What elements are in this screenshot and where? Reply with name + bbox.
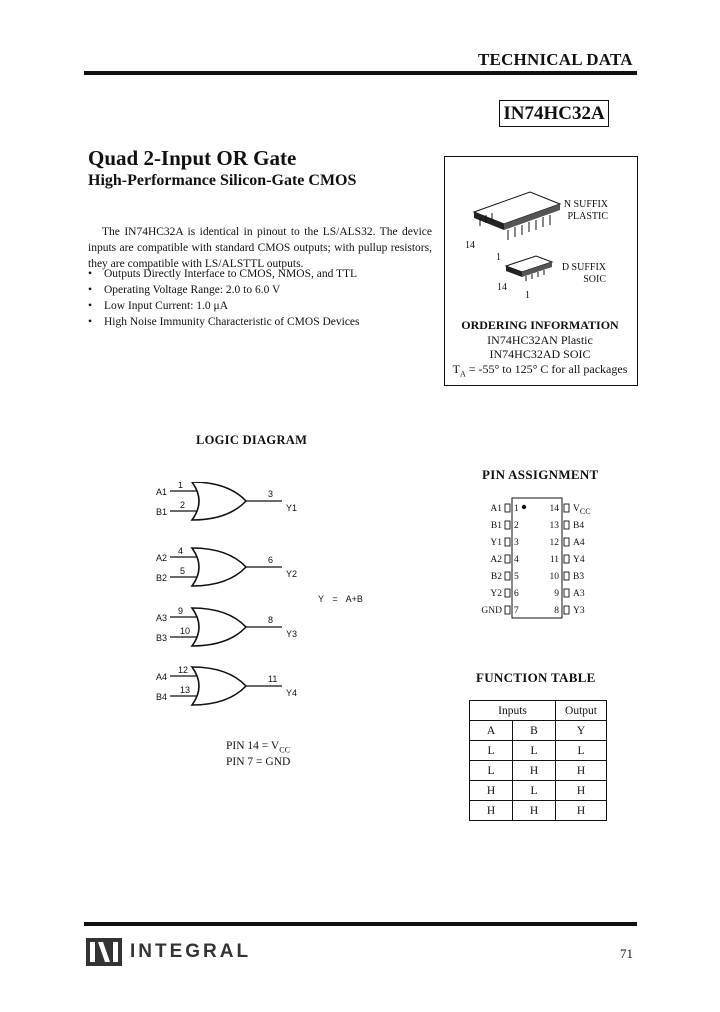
pin-num-left: 6 xyxy=(514,589,519,599)
table-group-output: Output xyxy=(556,701,607,721)
or-gate-symbol xyxy=(192,608,246,646)
d-suffix-line: D SUFFIX xyxy=(561,262,606,273)
pin-name-left: Y2 xyxy=(490,589,502,599)
output-label: Y3 xyxy=(286,629,298,639)
or-gate-4 xyxy=(156,665,297,705)
table-header-cell: A xyxy=(470,721,513,741)
temp-subscript: A xyxy=(459,368,466,378)
pin-note xyxy=(226,740,290,769)
feature-list xyxy=(88,266,438,330)
pin-assignment-diagram xyxy=(470,496,620,622)
pin-number: 3 xyxy=(268,489,274,499)
pin14-label-soic: 14 xyxy=(497,282,507,293)
feature-item: • Outputs Directly Interface to CMOS, NMOS, and TTL xyxy=(88,266,438,282)
table-row xyxy=(470,801,607,821)
table-cell: H xyxy=(470,801,513,821)
pin-number: 13 xyxy=(180,685,191,695)
pin-num-right: 13 xyxy=(549,521,559,531)
pin-name-left: B2 xyxy=(490,572,502,582)
pin-num-right: 14 xyxy=(549,504,559,514)
output-label: Y2 xyxy=(286,569,298,579)
pin-stub xyxy=(564,606,569,614)
description xyxy=(88,224,432,272)
pin-number: 4 xyxy=(178,546,184,556)
input-label: A2 xyxy=(156,553,168,563)
input-label: B2 xyxy=(156,573,168,583)
pin-stub xyxy=(505,504,510,512)
pin-num-left: 3 xyxy=(514,538,519,548)
pin-number: 12 xyxy=(178,665,189,675)
table-cell: H xyxy=(556,781,607,801)
feature-item: • High Noise Immunity Characteristic of CMOS Devices xyxy=(88,314,438,330)
pin-number: 5 xyxy=(180,566,186,576)
pin-stub xyxy=(505,538,510,546)
pin-number: 11 xyxy=(268,674,278,684)
part-number-box: IN74HC32A xyxy=(499,100,609,127)
logic-diagram xyxy=(150,482,320,712)
pin-stub xyxy=(564,521,569,529)
temp-symbol: T xyxy=(452,361,460,376)
pin-name-right: Y3 xyxy=(573,606,585,616)
pin-stub xyxy=(564,589,569,597)
pin-number: 8 xyxy=(268,615,274,625)
n-suffix-line: N SUFFIX xyxy=(563,199,608,210)
footer-brand: INTEGRAL xyxy=(130,941,252,962)
pin-name-right: B3 xyxy=(573,572,585,582)
ordering-heading: ORDERING INFORMATION xyxy=(461,318,619,332)
page-number: 71 xyxy=(620,946,633,961)
table-cell: L xyxy=(513,781,556,801)
function-table-title: FUNCTION TABLE xyxy=(476,670,596,685)
page-title: Quad 2-Input OR Gate xyxy=(88,146,297,170)
pin-name-right: A3 xyxy=(573,589,585,599)
input-label: A3 xyxy=(156,613,168,623)
or-gate-symbol xyxy=(192,667,246,705)
pin1-dot-icon xyxy=(522,505,526,509)
table-cell: H xyxy=(556,761,607,781)
pin-note-gnd: PIN 7 = GND xyxy=(226,756,291,769)
pin-number: 9 xyxy=(178,606,184,616)
pin-stub xyxy=(564,555,569,563)
pin-note-vcc xyxy=(226,740,290,756)
pin1-label-soic: 1 xyxy=(525,290,530,301)
table-cell: L xyxy=(470,761,513,781)
pin-note-vcc-sub: CC xyxy=(279,745,290,755)
pin-name-left: B1 xyxy=(490,521,502,531)
pin-num-right: 11 xyxy=(549,555,559,565)
pin-stub xyxy=(564,538,569,546)
ordering-temp xyxy=(444,362,636,382)
pin-num-left: 5 xyxy=(514,572,519,582)
feature-item: • Low Input Current: 1.0 μA xyxy=(88,298,438,314)
integral-logo-icon xyxy=(86,938,122,966)
ordering-information xyxy=(444,318,636,381)
pin-assignment-title: PIN ASSIGNMENT xyxy=(482,467,599,482)
table-cell: L xyxy=(470,741,513,761)
input-label: B4 xyxy=(156,692,168,702)
pin14-label-dip: 14 xyxy=(465,240,475,251)
pin-num-right: 12 xyxy=(549,538,559,548)
input-label: B3 xyxy=(156,633,168,643)
ordering-line: IN74HC32AN Plastic xyxy=(487,332,593,347)
pin-number: 1 xyxy=(178,482,184,490)
pin-num-right: 8 xyxy=(554,606,559,616)
or-gate-1 xyxy=(156,482,297,520)
pin-name-left: Y1 xyxy=(490,538,502,548)
input-label: A1 xyxy=(156,487,168,497)
ordering-line: IN74HC32AD SOIC xyxy=(489,347,591,361)
pin-stub xyxy=(564,504,569,512)
pin-name-right: A4 xyxy=(573,538,585,548)
table-group-inputs: Inputs xyxy=(470,701,556,721)
input-label: B1 xyxy=(156,507,168,517)
pin-stub xyxy=(505,555,510,563)
or-gate-symbol xyxy=(192,548,246,586)
table-group-row xyxy=(470,701,607,721)
page-subtitle: High-Performance Silicon-Gate CMOS xyxy=(88,172,357,189)
pin-name-right: B4 xyxy=(573,521,585,531)
or-gate-2 xyxy=(156,546,297,586)
pin-num-right: 9 xyxy=(554,589,559,599)
pin-name-left: A2 xyxy=(490,555,502,565)
or-gate-3 xyxy=(156,606,297,646)
pin-num-left: 1 xyxy=(514,504,519,514)
table-header-cell: B xyxy=(513,721,556,741)
table-cell: H xyxy=(513,761,556,781)
pin-name-left: GND xyxy=(481,606,502,616)
pin-stub xyxy=(564,572,569,580)
pin-num-left: 4 xyxy=(514,555,519,565)
logic-diagram-title: LOGIC DIAGRAM xyxy=(196,433,308,447)
pin-name-right: $V_{CC}$ xyxy=(573,504,591,516)
pin-stub xyxy=(505,589,510,597)
table-cell: H xyxy=(513,801,556,821)
logic-equation: Y = A+B xyxy=(318,594,363,604)
pin-stub xyxy=(505,572,510,580)
pin-num-left: 7 xyxy=(514,606,519,616)
feature-item: • Operating Voltage Range: 2.0 to 6.0 V xyxy=(88,282,438,298)
pin-name-right: Y4 xyxy=(573,555,585,565)
pin-stub xyxy=(505,606,510,614)
d-suffix-line: SOIC xyxy=(583,274,606,285)
table-cell: H xyxy=(470,781,513,801)
table-cell: L xyxy=(556,741,607,761)
table-row xyxy=(470,741,607,761)
output-label: Y4 xyxy=(286,688,298,698)
table-row xyxy=(470,761,607,781)
input-label: A4 xyxy=(156,672,168,682)
pin-num-left: 2 xyxy=(514,521,519,531)
n-suffix-label xyxy=(548,199,608,223)
table-header-cell: Y xyxy=(556,721,607,741)
d-suffix-label xyxy=(546,262,606,286)
header-rule xyxy=(84,71,637,75)
pin-stub xyxy=(505,521,510,529)
pin1-label-dip: 1 xyxy=(496,252,501,263)
output-label: Y1 xyxy=(286,503,298,513)
function-table xyxy=(469,700,607,821)
pin-num-right: 10 xyxy=(549,572,559,582)
table-header-row xyxy=(470,721,607,741)
table-cell: L xyxy=(513,741,556,761)
table-cell: H xyxy=(556,801,607,821)
pin-name-left: A1 xyxy=(490,504,502,514)
header-title: TECHNICAL DATA xyxy=(478,50,633,69)
footer-rule xyxy=(84,922,637,926)
pin-number: 6 xyxy=(268,555,274,565)
pin-number: 10 xyxy=(180,626,191,636)
pin-note-vcc-text: PIN 14 = V xyxy=(226,740,280,752)
or-gate-symbol xyxy=(192,482,246,520)
table-row xyxy=(470,781,607,801)
description-text: The IN74HC32A is identical in pinout to the LS/ALS32. The device inputs are compatible with standard CMOS outputs; with pullup resistors, they are compatible with LS/ALSTTL outputs. xyxy=(88,226,432,270)
temp-range: = -55° to 125° C for all packages xyxy=(465,361,628,376)
pin-number: 2 xyxy=(180,500,186,510)
n-suffix-line: PLASTIC xyxy=(567,211,608,222)
